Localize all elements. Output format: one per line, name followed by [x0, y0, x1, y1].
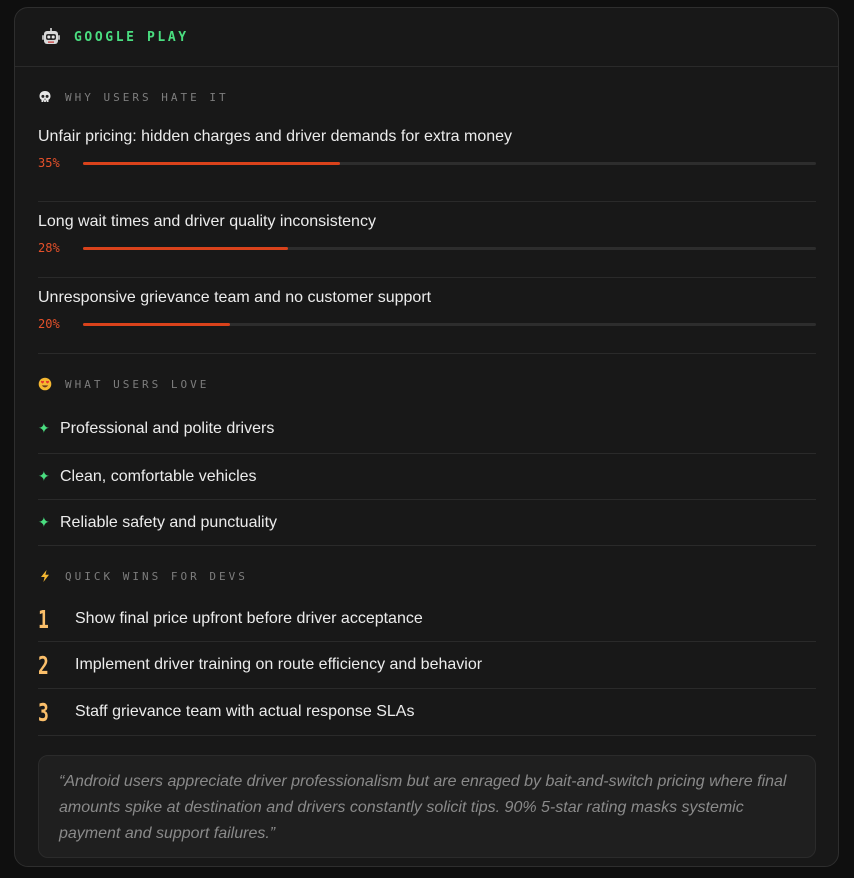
hate-item [38, 127, 816, 202]
win-number: 2 [38, 650, 49, 680]
hate-item-text: Unfair pricing: hidden charges and driver demands for extra money [38, 128, 513, 145]
win-item-text: Implement driver training on route efficiency and behavior [75, 656, 483, 673]
love-section-heading [38, 377, 816, 391]
win-item [38, 689, 816, 736]
hate-item-text: Unresponsive grievance team and no customer support [38, 289, 432, 306]
hate-section-heading [38, 90, 816, 104]
love-item-text: Clean, comfortable vehicles [60, 467, 257, 485]
percent-bar-fill [83, 247, 288, 250]
hate-percent: 35% [38, 156, 60, 170]
skull-icon [38, 90, 52, 104]
hate-item-text: Long wait times and driver quality inconsistency [38, 213, 376, 230]
sparkle-icon: ✦ [38, 468, 50, 484]
hate-percent: 20% [38, 317, 60, 331]
sparkle-icon: ✦ [38, 514, 50, 530]
hate-list [38, 127, 816, 354]
section-title: WHY USERS HATE IT [65, 90, 229, 104]
win-number: 3 [38, 697, 49, 727]
win-number: 1 [38, 604, 49, 634]
hate-percent: 28% [38, 241, 60, 255]
percent-bar-fill [83, 162, 340, 165]
love-item [38, 500, 816, 546]
summary-quote: “Android users appreciate driver professionalism but are enraged by bait-and-switch pricing where final amounts spike at destination and drivers constantly solicit tips. 90% 5-star rating masks systemic payment and support failures.” [38, 755, 816, 858]
store-review-card [14, 7, 839, 867]
robot-icon [41, 27, 61, 47]
win-item [38, 642, 816, 689]
love-item-text: Reliable safety and punctuality [60, 513, 278, 531]
love-item [38, 454, 816, 500]
percent-bar-track [83, 247, 816, 250]
percent-bar-track [83, 323, 816, 326]
sparkle-icon: ✦ [38, 420, 50, 436]
love-list [38, 411, 816, 546]
win-item [38, 597, 816, 642]
wins-section-heading [38, 569, 816, 583]
section-title: QUICK WINS FOR DEVS [65, 569, 248, 583]
section-title: WHAT USERS LOVE [65, 377, 210, 391]
platform-title: GOOGLE PLAY [74, 29, 189, 45]
hate-item [38, 278, 816, 354]
lightning-icon [38, 569, 52, 583]
hate-item [38, 202, 816, 278]
win-item-text: Show final price upfront before driver acceptance [75, 610, 423, 627]
percent-bar-track [83, 162, 816, 165]
percent-bar-fill [83, 323, 230, 326]
card-header [15, 8, 838, 67]
love-item [38, 411, 816, 454]
win-item-text: Staff grievance team with actual response SLAs [75, 703, 415, 720]
love-item-text: Professional and polite drivers [60, 420, 275, 437]
heart-eyes-emoji-icon [38, 377, 52, 391]
wins-list [38, 597, 816, 736]
